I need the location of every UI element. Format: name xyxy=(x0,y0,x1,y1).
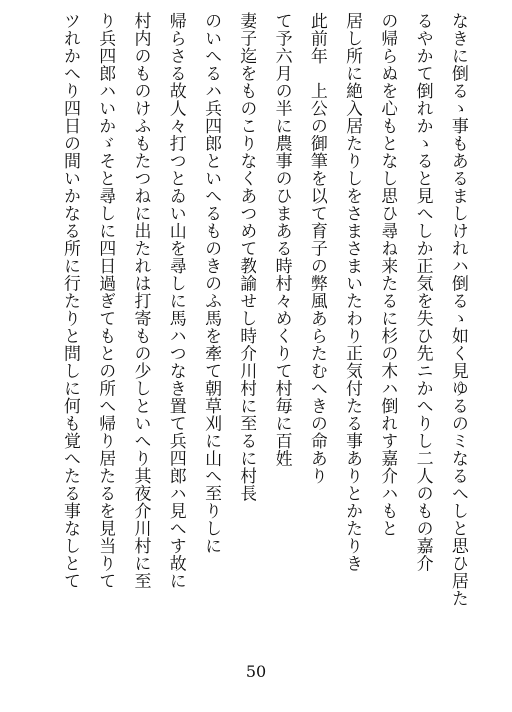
text-column-6: て予六月の半に農事のひまある時村々めくりて村毎に百姓 xyxy=(271,12,292,467)
text-column-11: り兵四郎ハいかゞそと尋しに四日過ぎてもとの所へ帰り居たるを見当りて xyxy=(95,12,116,590)
text-column-1: なきに倒るゝ事もあるましけれハ倒るゝ如く見ゆるのミなるへしと思ひ居た xyxy=(447,12,468,607)
text-column-2: るやかて倒れかゝると見へしか正気を失ひ先ニかへりし二人のもの嘉介 xyxy=(412,12,433,572)
page-number: 50 xyxy=(245,662,267,681)
text-column-7: 妻子迄をものこりなくあつめて教諭せし時介川村に至るに村長 xyxy=(236,12,257,502)
text-column-10: 村内のものけふもたつねに出たれは打寄もの少しといへり其夜介川村に至 xyxy=(130,12,151,590)
vertical-text-block xyxy=(58,12,468,612)
text-column-9: 帰らさる故人々打つとゐい山を尋しに馬ハつなき置て兵四郎ハ見へす故に xyxy=(165,12,186,590)
text-column-8: のいへるハ兵四郎といへるものきのふ馬を牽て朝草刈に山へ至りしに xyxy=(201,12,222,555)
text-column-3: の帰らぬを心もとなし思ひ尋ね来たるに杉の木ハ倒れす嘉介ハもと xyxy=(377,12,398,537)
text-column-5: 此前年 上公の御筆を以て育子の弊風あらたむへきの命あり xyxy=(306,12,327,485)
text-column-4: 居し所に絶入居たりしをさまさまいたわり正気付たる事ありとかたりき xyxy=(342,12,363,572)
text-column-12: ツれかへり四日の間いかなる所に行たりと問しに何も覚へたる事なしとて xyxy=(60,12,80,590)
